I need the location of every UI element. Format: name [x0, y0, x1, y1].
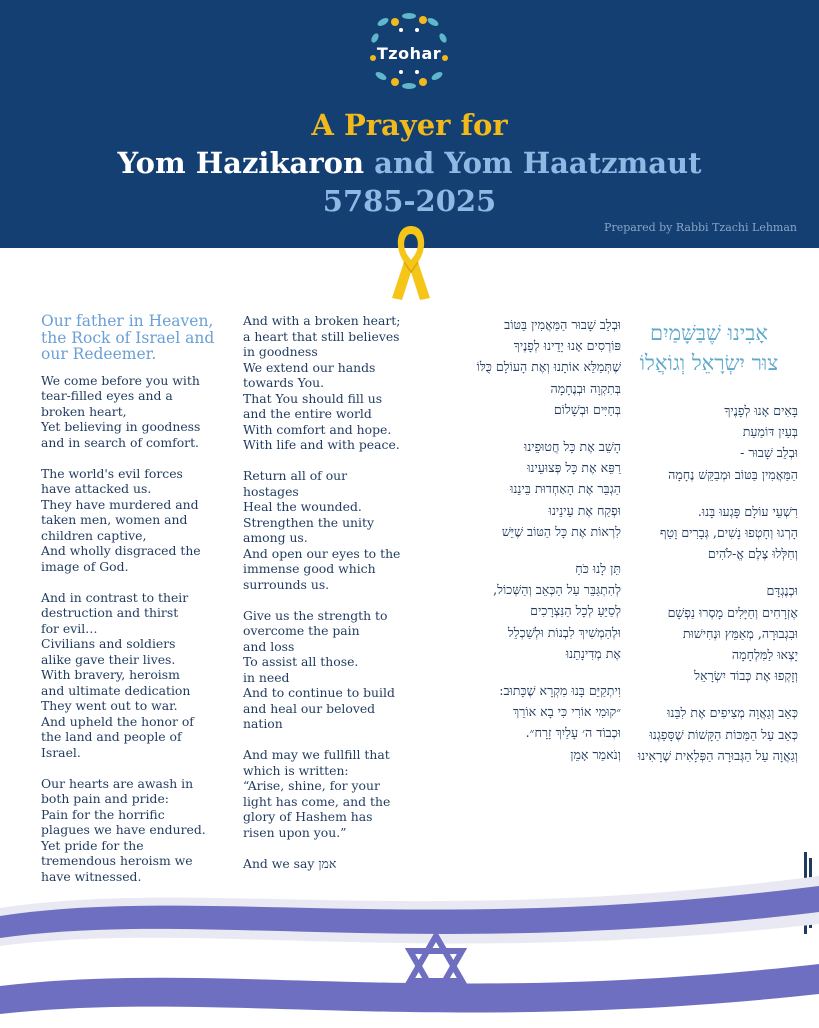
- title-line-2: [0, 146, 819, 180]
- title-year: 5785-2025: [322, 184, 497, 218]
- header-banner: [0, 0, 819, 248]
- hebrew-paragraph: הָשֵׁב אֶת כָּל חֲטוּפֵינוּ רַפֵּא אֶת כָּל פְּצוּעֵינוּ הַגְבֵּר אֶת הָאַחְדוּת בֵּינֵנוּ וּפְקַח אֶת עֵינֵינוּ לִרְאוֹת אֶת כָּל הַטּוֹב שֶׁיֵּשׁ: [501, 439, 621, 539]
- english-column-2: [243, 313, 415, 887]
- hebrew-paragraph: וּבְלֵב שָׁבוּר הַמַּאֲמִין בַּטּוֹב פּוֹרְסִים אָנוּ יָדֵינוּ לְפָנֶיךָ שֶׁתְּמַלֵּא אוֹתָנוּ וְאֶת הָעוֹלָם כֻּלּוֹ בְּתִקְוָה וּבְנֶחָמָה בְּחַיִּים וּבְשָׁלוֹם: [476, 317, 621, 417]
- english-paragraph: The world's evil forces have attacked us. They have murdered and taken men, women and children captive, And wholly disgraced the image of God.: [41, 465, 201, 574]
- title-yom-hazikaron: Yom Hazikaron: [117, 146, 365, 180]
- english-paragraph: We come before you with tear-filled eyes and a broken heart, Yet believing in goodness and in search of comfort.: [41, 372, 201, 450]
- english-column-1: [41, 313, 231, 900]
- english-paragraph: Return all of our hostages Heal the wounded. Strengthen the unity among us. And open our eyes to the immense good which surrounds us.: [243, 468, 401, 592]
- israeli-flag-icon: [0, 868, 819, 1024]
- hebrew-paragraph: בָּאִים אָנוּ לְפָנֶיךָ בְּעַיִן דּוֹמַעַת וּבְלֵב שָׁבוּר - הַמַּאֲמִין בַּטּוֹב וּמְבַקֵּשׁ נֶחָמָה: [668, 403, 798, 482]
- logo-text: Tzohar: [376, 44, 442, 63]
- hebrew-paragraph: וּכְנֶגְדָּם אֶזְרָחִים וְחַיָּלִים מָסְרוּ נַפְשָׁם וּבִגְבוּרָה, מְאַמֵּץ וּנְחִישׁוּת יָצְאוּ לַמִּלְחָמָה וְזָקְפוּ אֶת כְּבוֹד יִשְׂרָאֵל: [667, 583, 798, 684]
- yellow-ribbon-icon: [388, 222, 434, 304]
- english-heading: Our father in Heaven, the Rock of Israel and our Redeemer.: [41, 312, 215, 363]
- english-paragraph: Give us the strength to overcome the pain and loss To assist all those. in need And to continue to build and heal our beloved nation: [243, 607, 395, 731]
- english-paragraph: And may we fullfill that which is written: “Arise, shine, for your light has come, and the glory of Hashem has risen upon you.”: [243, 747, 391, 840]
- english-paragraph: Our hearts are awash in both pain and pride: Pain for the horrific plagues we have endured. Yet pride for the tremendous heroism we have witnessed.: [41, 775, 206, 884]
- english-closing: And we say אמן: [243, 855, 337, 871]
- hebrew-paragraph: כְּאֵב וְגַאֲוָה מְצִיפִים אֶת לִבֵּנוּ כְּאֵב עַל הַמַּכּוֹת הַקָּשׁוֹת שֶׁסָּפַגְנוּ וְגַאֲוָה עַל הַגְּבוּרָה הַפְּלָאִית שֶׁרָאִינוּ: [637, 705, 798, 763]
- hebrew-paragraph: רִשְׁעֵי עוֹלָם פָּגְעוּ בָּנוּ. הָרְגוּ וְחָטְפוּ נָשִׁים, גְּבָרִים וָטַף וְחִלְּלוּ צֶלֶם אֱ-לֹהִים: [659, 503, 798, 562]
- hebrew-column-right: [620, 318, 798, 782]
- prepared-by: Prepared by Rabbi Tzachi Lehman: [604, 221, 797, 234]
- hebrew-column-left: [421, 314, 621, 781]
- english-paragraph: And with a broken heart; a heart that still believes in goodness We extend our hands towards You. That You should fill us and the entire world With comfort and hope. With life and with peace.: [243, 313, 401, 452]
- title-line-1: A Prayer for: [311, 108, 508, 142]
- hebrew-paragraph: תֵּן לָנוּ כֹּחַ לְהִתְגַּבֵּר עַל הַכְּאֵב וְהַשְּׁכוֹל, לְסַיֵּעַ לְכָל הַנִּצְרָכִים וּלְהַמְשִׁיךְ לִבְנוֹת וּלְשַׁכְלֵל אֶת מְדִינָתֵנוּ: [493, 561, 621, 661]
- hebrew-paragraph: וִיתְקַיֵּם בָּנוּ מִקְרָא שֶׁכָּתוּב: ״קוּמִי אוֹרִי כִּי בָא אוֹרֵךְ וּכְבוֹד ה׳ עָלַיִךְ זָרָח״. וְנֹאמַר אָמֵן: [499, 683, 621, 762]
- hebrew-heading: אָבִינוּ שֶׁבַּשָּׁמַיִם צוּר יִשְׂרָאֵל וְגוֹאֲלוֹ: [639, 321, 779, 375]
- title-yom-haatzmaut: and Yom Haatzmaut: [374, 146, 702, 180]
- english-paragraph: And in contrast to their destruction and thirst for evil… Civilians and soldiers alike gave their lives. With bravery, heroism and ultimate dedication They went out to war. And upheld the honor of the land and people of Israel.: [41, 589, 194, 760]
- tzohar-logo-icon: [361, 8, 457, 94]
